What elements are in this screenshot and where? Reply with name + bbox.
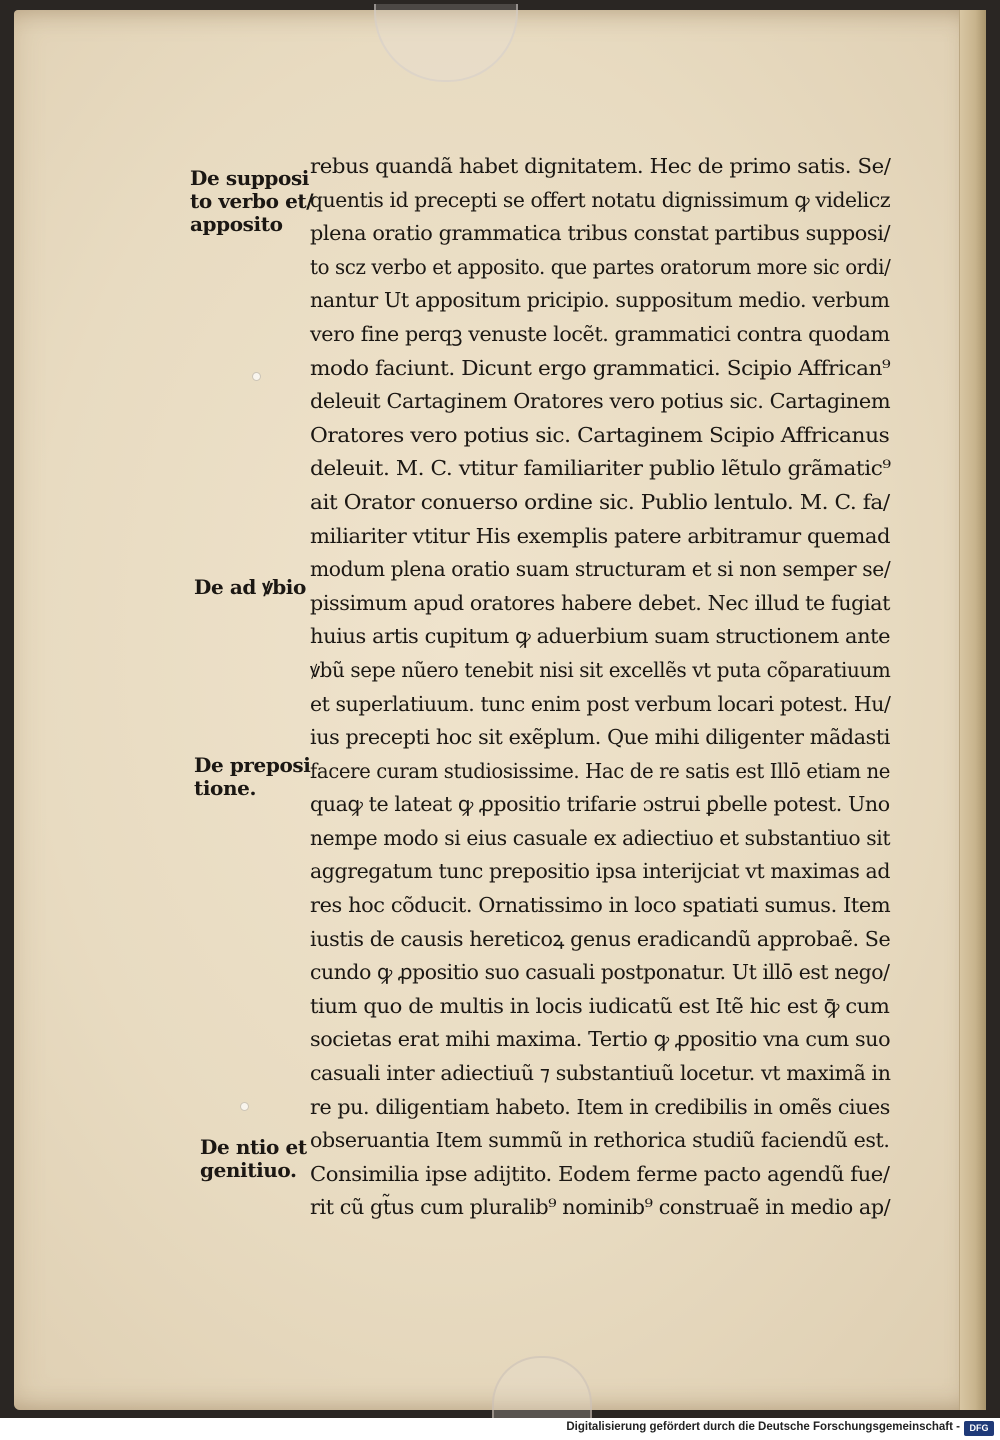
text-line: ait Orator conuerso ordine sic. Publio lentulo. M. C. fa/ [310,489,890,514]
margin-note-line: tione. [194,776,257,800]
text-line: to scz verbo et apposito. que partes oratorum more sic ordi/ [310,254,891,279]
text-line: aggregatum tunc prepositio ipsa interijciat vt maximas ad [310,859,891,884]
text-line: ꝟbũ sepe nũero tenebit nisi sit excellẽs vt puta cõparatiuum [310,657,891,682]
text-line: rit cũ gt̃us cum pluralib⁹ nominib⁹ construaẽ in medio ap/ [310,1195,891,1220]
page-edge [959,10,986,1410]
main-text-block [310,150,910,1225]
text-line: Consimilia ipse adijtito. Eodem ferme pacto agendũ fue/ [310,1161,890,1186]
margin-note-prepositione [194,754,310,800]
margin-note-line: De ntio et [200,1135,307,1159]
manuscript-page [14,10,986,1410]
text-line: pissimum apud oratores habere debet. Nec illud te fugiat [310,590,891,615]
funding-credit: Digitalisierung gefördert durch die Deutsche Forschungsgemeinschaft - [566,1421,960,1433]
margin-note-line: to verbo et/ [190,189,314,213]
text-line: deleuit. M. C. vtitur familiariter publio lẽtulo grãmatic⁹ [310,456,891,481]
margin-note-line: apposito [190,212,283,236]
margin-note-line: De supposi [190,166,309,190]
text-line: modum plena oratio suam structuram et si non semper se/ [310,557,891,582]
text-line: tium quo de multis in locis iudicatũ est Itẽ hic est ꝙ̄ cum [310,993,890,1018]
text-line: plena oratio grammatica tribus constat partibus supposi/ [310,221,891,246]
text-line: et superlatiuum. tunc enim post verbum locari potest. Hu/ [310,691,891,716]
text-line: rebus quandã habet dignitatem. Hec de primo satis. Se/ [310,154,891,178]
margin-note-genitivo [200,1136,307,1182]
footer-bar [0,1418,1000,1440]
margin-note-line: De preposi [194,753,311,777]
text-line: re pu. diligentiam habeto. Item in credibilis in omẽs ciues [310,1094,890,1119]
paper-speck [240,1102,249,1111]
text-line: modo faciunt. Dicunt ergo grammatici. Scipio Affrican⁹ [310,355,891,380]
text-line: ius precepti hoc sit exẽplum. Que mihi diligenter mãdasti [310,725,891,750]
text-line: iustis de causis hereticoꝝ genus eradicandũ approbaẽ. Se [310,926,891,951]
text-line: res hoc cõducit. Ornatissimo in loco spatiati sumus. Item [310,893,891,918]
text-line: quaꝙ te lateat ꝙ ꝓpositio trifarie ɔstrui ꝑbelle potest. Uno [310,792,890,817]
text-line: miliariter vtitur His exemplis patere arbitramur quemad [310,523,891,548]
text-line: facere curam studiosissime. Hac de re satis est Illō etiam ne [310,758,891,783]
text-line: nempe modo si eius casuale ex adiectiuo et substantiuo sit [310,825,891,850]
text-line: deleuit Cartaginem Oratores vero potius sic. Cartaginem [310,389,891,414]
text-line: quentis id precepti se offert notatu dignissimum ꝙ videlicz [310,187,891,212]
margin-note-adverbio [194,576,306,599]
text-line: Oratores vero potius sic. Cartaginem Scipio Affricanus [310,422,890,447]
paper-speck [252,372,261,381]
margin-note-supposito [190,167,313,236]
bottom-clip [492,1356,592,1418]
margin-note-line: genitiuo. [200,1158,297,1182]
text-line: casuali inter adiectiuũ ⁊ substantiuũ locetur. vt maximã in [310,1061,891,1086]
text-line: societas erat mihi maxima. Tertio ꝙ ꝓpositio vna cum suo [310,1027,891,1052]
margin-note-line: De ad ꝟbio [194,575,306,599]
text-line: huius artis cupitum ꝙ aduerbium suam structionem ante [310,624,891,649]
text-line: obseruantia Item summũ in rethorica studiũ faciendũ est. [310,1128,890,1153]
text-line: cundo ꝙ ꝓpositio suo casuali postponatur. Ut illō est nego/ [310,960,890,985]
top-clip [374,4,518,82]
text-line: nantur Ut appositum pricipio. suppositum medio. verbum [310,288,890,313]
text-line: vero fine perqꝫ venuste locẽt. grammatici contra quodam [310,321,890,346]
dfg-logo-icon: DFG [964,1421,994,1436]
